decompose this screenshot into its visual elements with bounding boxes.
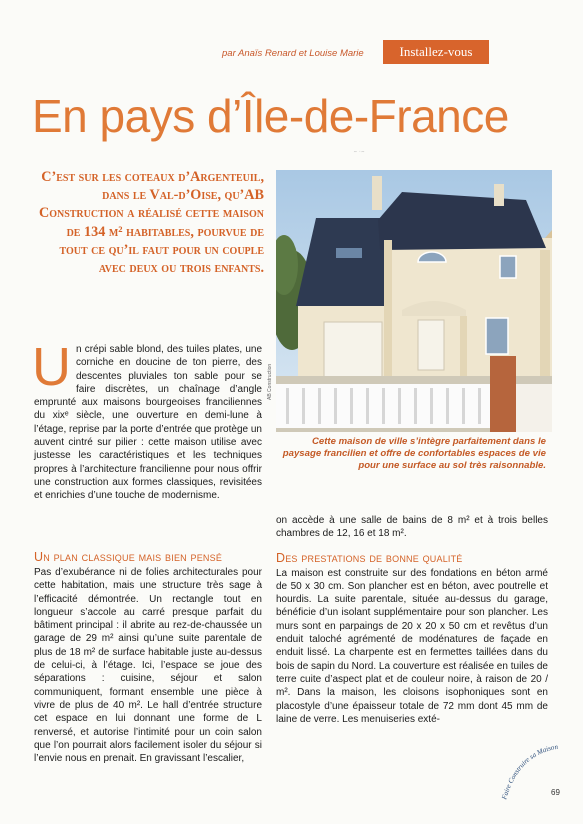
- byline: par Anaïs Renard et Louise Marie: [222, 48, 364, 59]
- section2-heading: Des prestations de bonne qualité: [276, 550, 463, 565]
- page-number: 69: [551, 788, 560, 797]
- section1-text: Pas d’exubérance ni de folies architecturales pour cette habitation, mais une structure très sage à l’efficacité démontrée. Un rectangle tout en longueur s’accole au carré presque parfait du bâtiment principal : il abrite au rez-de-chaussée un garage de 29 m² ainsi qu’une suite parentale de plus de 18 m² de surface habitable juste au-dessus de celui-ci, à l’étage. Ici, l’espace se joue des séparations : cuisine, séjour et salon communiquent, formant ensemble une pièce à vivre de plus de 40 m². Le hall d’entrée structure cet espace en lui donnant une forme de L renversé, et autorise l’intimité pour un coin salon que l’on pourrait alors facilement isoler du séjour si l’envie nous en prenait. En gravissant l’escalier,: [34, 567, 262, 765]
- house-illustration: [276, 170, 552, 432]
- section1-heading: Un plan classique mais bien pensé: [34, 550, 223, 564]
- house-photo: [276, 170, 552, 432]
- section-plan: [34, 540, 262, 765]
- decorative-mark: ˜ ˙˜: [354, 150, 365, 159]
- section-rubric: Installez-vous: [383, 40, 489, 64]
- drop-cap: U: [32, 337, 71, 397]
- article-title: En pays d’Île-de-France: [32, 90, 509, 142]
- intro-text: n crépi sable blond, des tuiles plates, une corniche en doucine de ton pierre, des descentes pluviales ton sable pour se faire discrètes, un chaînage d’angle emprunté aux maisons bourgeoises franciliennes du xixᵉ siècle, une ouverture en demi-lune à l’étage, reprise par la porte d’entrée que protège un auvent cintré sur pilier : cette maison utilise avec justesse les caractéristiques et les techniques propres à l’architecture francilienne pour nous offrir une construction aux formes classiques, revisitées et enrichies d’une touche de modernisme.: [34, 344, 262, 502]
- photo-credit: AB Construction: [267, 363, 273, 400]
- col2-intro: on accède à une salle de bains de 8 m² et à trois belles chambres de 12, 16 et 18 m².: [276, 515, 548, 540]
- intro-paragraph: [32, 337, 262, 503]
- section2-text: La maison est construite sur des fondations en béton armé de 50 x 30 cm. Son plancher est en béton, avec poutrelle et hourdis. La suite parentale, située au-dessus du garage, bénéficie d’un isolant supplémentaire pour son plancher. Les murs sont en parpaings de 20 x 20 x 50 cm et revêtus d’un enduit taloché agrémenté de modénatures de façade en enduit lissé. La charpente est en fermettes taillées dans du bois de sapin du Nord. La couverture est réalisée en tuiles de terre cuite d’aspect plat et de couleur noire, à raison de 20 / m². Dans la maison, les cloisons isophoniques sont en placostyle d’une épaisseur totale de 72 mm dont 45 mm de laine de verre. Les menuiseries exté-: [276, 567, 548, 725]
- column-right: [276, 514, 548, 726]
- side-logo-text: Faire Construire sa Maison: [500, 742, 559, 801]
- lead-paragraph: C’est sur les coteaux d’Argenteuil, dans le Val-d’Oise, qu’AB Construction a réalisé cette maison de 134 m² habitables, pourvue de tout ce qu’il faut pour un couple avec deux ou trois enfants.: [38, 169, 264, 277]
- photo-caption: Cette maison de ville s’intègre parfaitement dans le paysage francilien et offre de confortables espaces de vie pour une surface au sol très raisonnable.: [282, 436, 546, 472]
